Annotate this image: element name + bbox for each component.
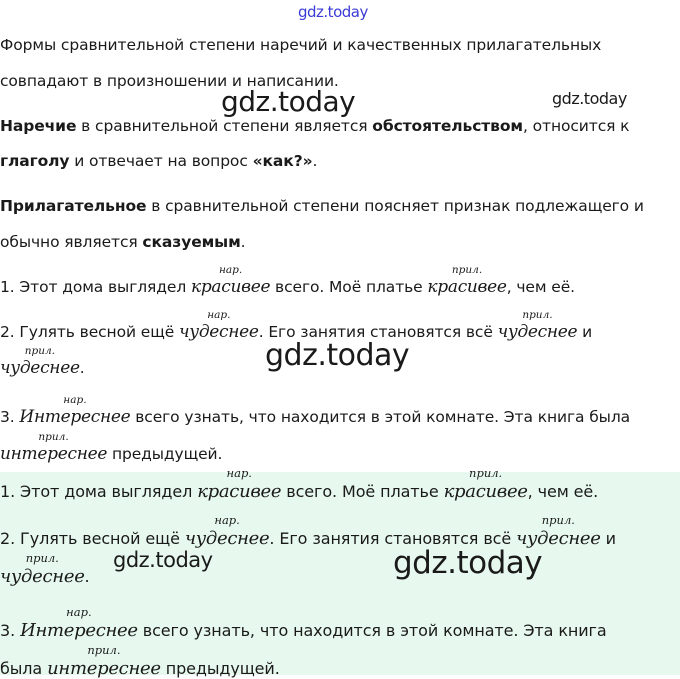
- sentence-1: 1. Этот дома выглядел нар. красивее всего. Моё платье прил. красивее, чем её.: [0, 264, 575, 297]
- comparative-word: нар. чудеснее: [178, 309, 259, 342]
- term-adjective: Прилагательное: [0, 197, 147, 215]
- hl-sentence-3-line-2: была прил. интереснее предыдущей.: [0, 643, 280, 679]
- watermark: gdz.today: [265, 338, 410, 373]
- sentence-2-line-1: 2. Гулять весной ещё нар. чудеснее. Его занятия становятся всё прил. чудеснее и: [0, 309, 593, 342]
- comparative-word: прил. чудеснее: [497, 309, 578, 342]
- term-adverb: Наречие: [0, 117, 77, 135]
- highlighted-answer: [0, 466, 680, 679]
- watermark: gdz.today: [552, 89, 627, 108]
- comparative-word: прил. чудеснее: [0, 551, 85, 587]
- comparative-word: нар. красивее: [190, 264, 271, 297]
- watermark: gdz.today: [221, 85, 356, 118]
- annotation-adjective: прил.: [25, 551, 59, 565]
- watermark-top: gdz.today: [298, 3, 368, 21]
- annotation-adverb: нар.: [218, 264, 243, 276]
- comparative-word: нар. Интереснее: [20, 605, 138, 641]
- annotation-adjective: прил.: [24, 345, 55, 357]
- hl-sentence-2-line-1: 2. Гулять весной ещё нар. чудеснее. Его занятия становятся всё прил. чудеснее и: [0, 513, 616, 549]
- comparative-word: нар. чудеснее: [184, 513, 270, 549]
- annotation-adverb: нар.: [63, 394, 87, 406]
- sentence-3-line-2: прил. интереснее предыдущей.: [0, 431, 223, 464]
- sentence-3-line-1: 3. нар. Интереснее всего узнать, что находится в этой комнате. Эта книга была: [0, 394, 631, 427]
- hl-sentence-1: 1. Этот дома выглядел нар. красивее всего. Моё платье прил. красивее, чем её.: [0, 466, 599, 502]
- annotation-adjective: прил.: [469, 466, 503, 480]
- comparative-word: прил. красивее: [427, 264, 507, 297]
- watermark: gdz.today: [113, 548, 213, 572]
- adjective-rule-line-1: Прилагательное в сравнительной степени поясняет признак подлежащего и: [0, 197, 644, 215]
- comparative-word: прил. интереснее: [0, 431, 108, 464]
- annotation-adverb: нар.: [214, 513, 240, 527]
- adverb-rule-line-1: Наречие в сравнительной степени является обстоятельством, относится к: [0, 117, 630, 135]
- watermark: gdz.today: [393, 545, 543, 581]
- comparative-word: прил. чудеснее: [516, 513, 601, 549]
- sentence-2-line-2: прил. чудеснее.: [0, 345, 85, 378]
- annotation-adverb: нар.: [226, 466, 252, 480]
- comparative-word: прил. интереснее: [47, 643, 161, 679]
- adjective-rule-line-2: обычно является сказуемым.: [0, 233, 246, 251]
- comparative-word: прил. чудеснее: [0, 345, 80, 378]
- adverb-rule-line-2: глаголу и отвечает на вопрос «как?».: [0, 152, 318, 170]
- comparative-word: прил. красивее: [443, 466, 528, 502]
- annotation-adjective: прил.: [541, 513, 575, 527]
- intro-line-2: совпадают в произношении и написании.: [0, 72, 339, 90]
- annotation-adverb: нар.: [66, 605, 92, 619]
- hl-sentence-2-line-2: прил. чудеснее.: [0, 551, 90, 587]
- annotation-adjective: прил.: [451, 264, 483, 276]
- comparative-word: нар. Интереснее: [19, 394, 131, 427]
- annotation-adjective: прил.: [38, 431, 69, 443]
- annotation-adverb: нар.: [207, 309, 231, 321]
- hl-sentence-3-line-1: 3. нар. Интереснее всего узнать, что находится в этой комнате. Эта книга: [0, 605, 607, 641]
- annotation-adjective: прил.: [87, 643, 121, 657]
- intro-line-1: Формы сравнительной степени наречий и качественных прилагательных: [0, 36, 602, 54]
- comparative-word: нар. красивее: [197, 466, 282, 502]
- annotation-adjective: прил.: [522, 309, 553, 321]
